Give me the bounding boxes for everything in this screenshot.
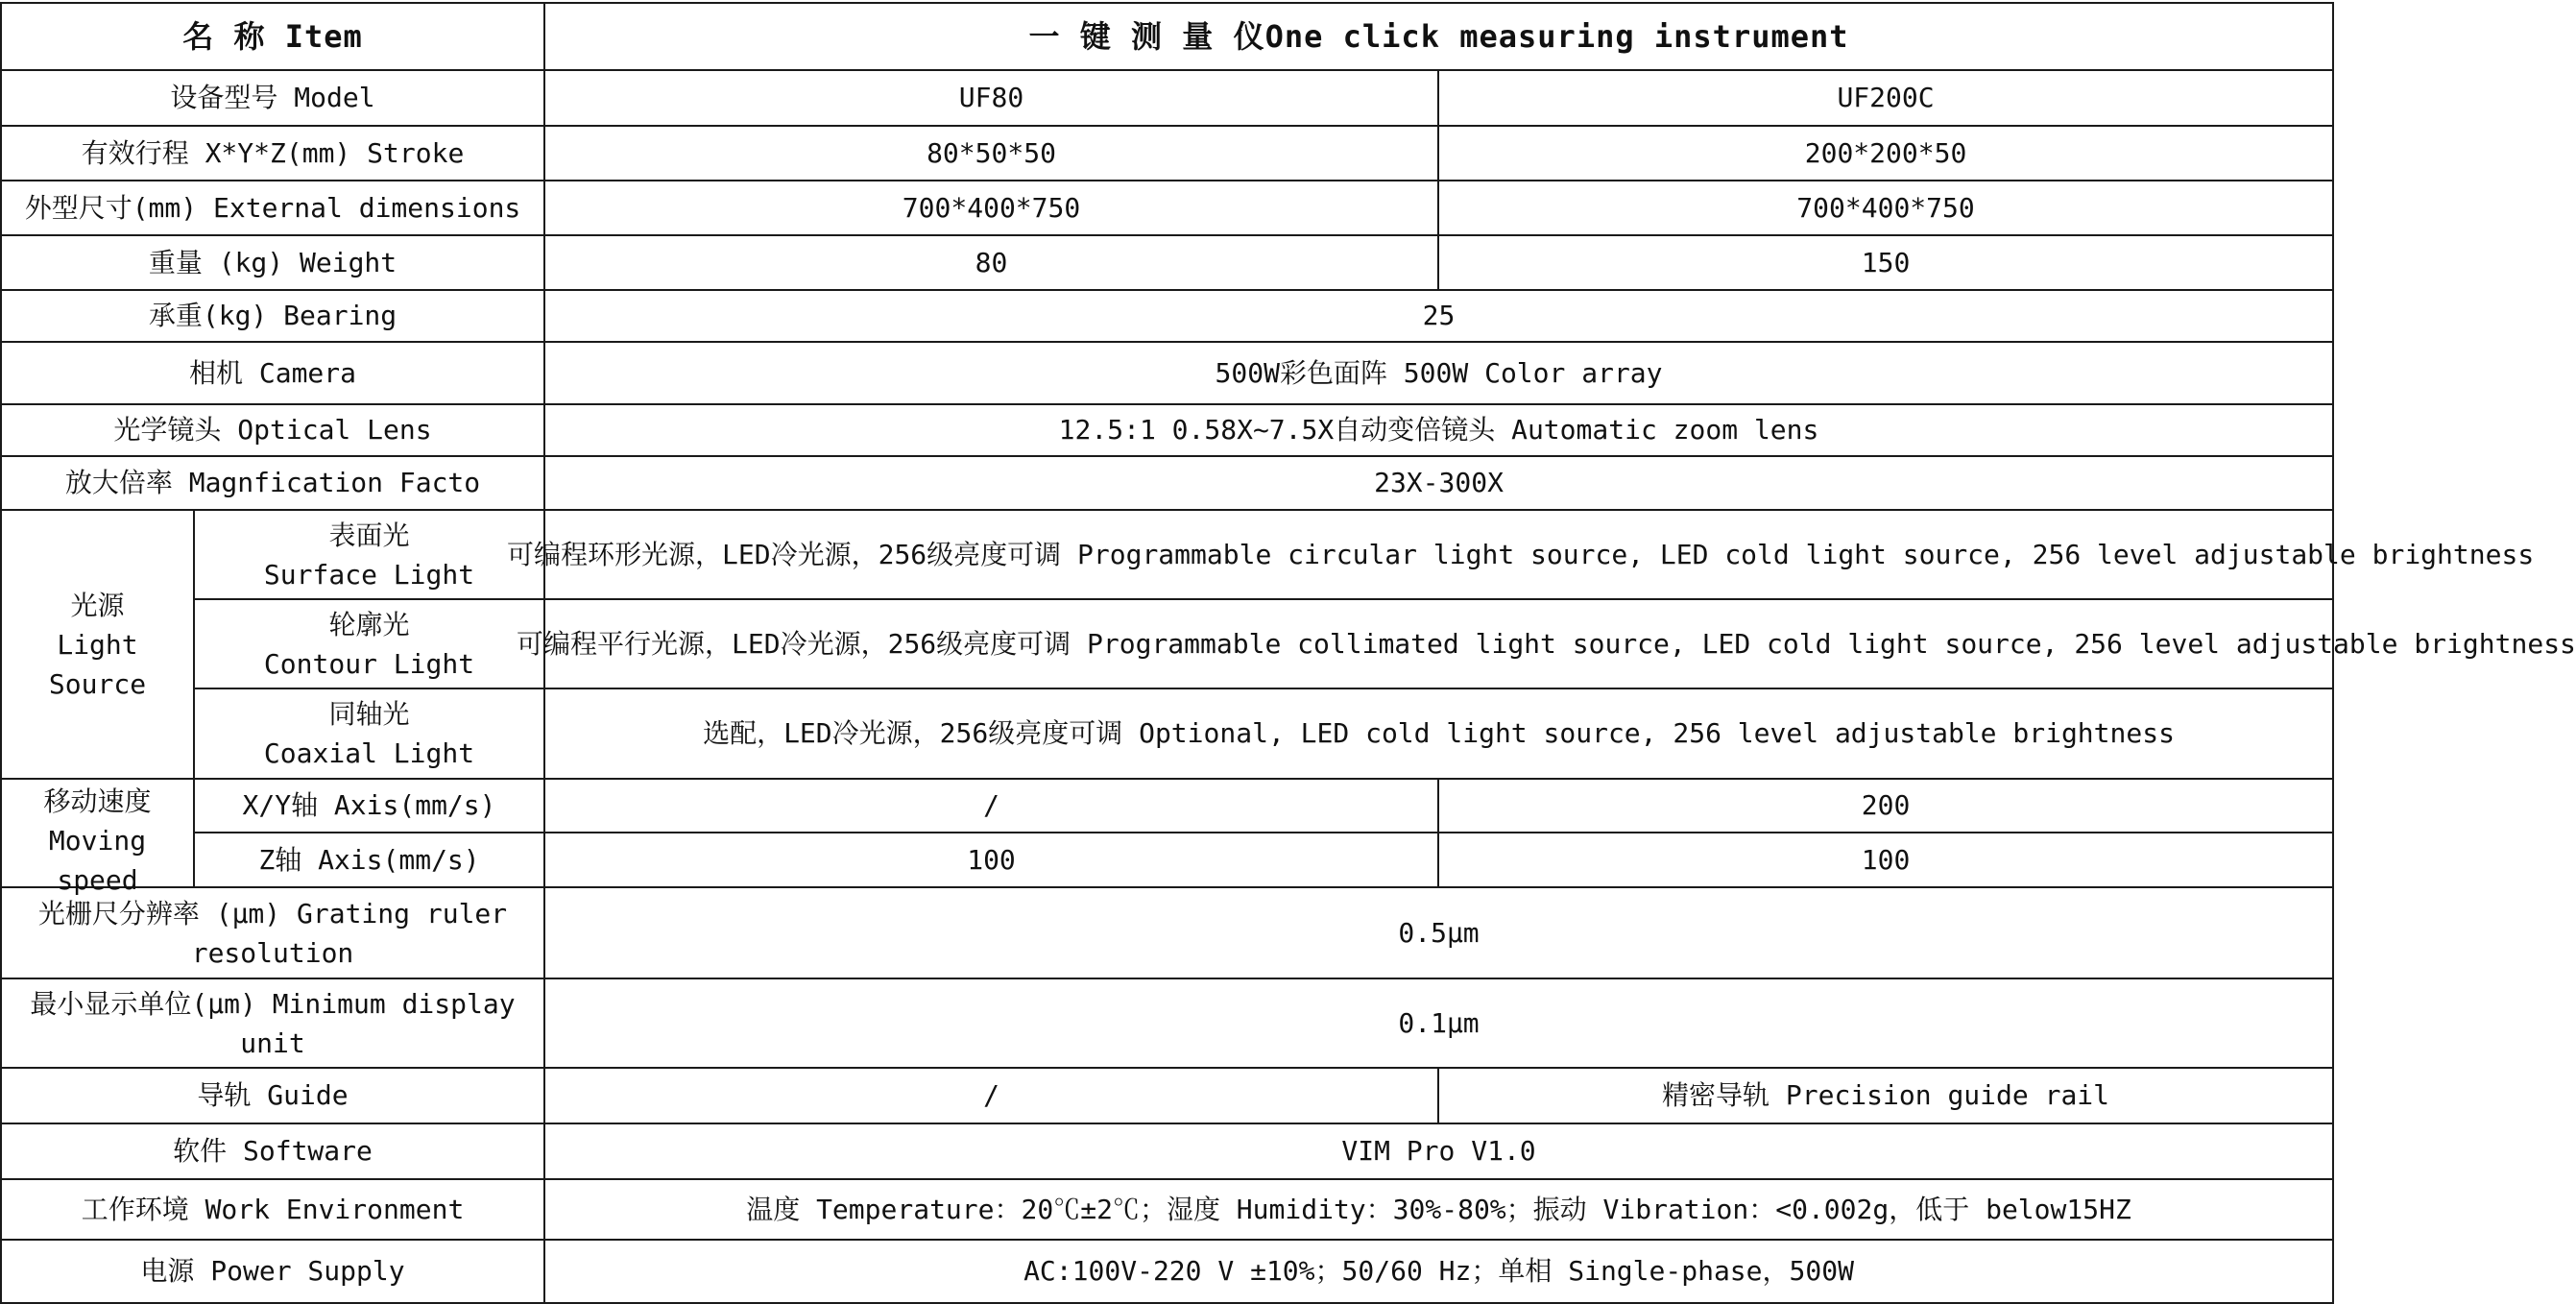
contour-light-label (194, 599, 544, 688)
light-source-cn: 光源 (70, 589, 125, 621)
power-label: 电源 Power Supply (1, 1240, 544, 1303)
xy-axis-label: X/Y轴 Axis(mm/s) (194, 779, 544, 833)
surface-light-cn: 表面光 (328, 519, 410, 551)
surface-light-en: Surface Light (263, 558, 475, 591)
dimensions-uf200c: 700*400*750 (1438, 181, 2333, 235)
table-row (1, 599, 2333, 688)
min-display-label-2: unit (240, 1026, 305, 1059)
z-axis-uf200c: 100 (1438, 833, 2333, 887)
table-row (1, 290, 2333, 342)
moving-speed-en-2: speed (57, 863, 138, 896)
z-axis-label: Z轴 Axis(mm/s) (194, 833, 544, 887)
stroke-uf80: 80*50*50 (544, 126, 1438, 181)
weight-uf200c: 150 (1438, 235, 2333, 290)
coaxial-light-label (194, 688, 544, 779)
dimensions-uf80: 700*400*750 (544, 181, 1438, 235)
spec-table (0, 2, 2576, 1304)
lens-label: 光学镜头 Optical Lens (1, 404, 544, 456)
table-row (1, 404, 2333, 456)
table-row (1, 126, 2333, 181)
table-row (1, 342, 2333, 404)
surface-light-label (194, 510, 544, 599)
xy-axis-uf80: / (544, 779, 1438, 833)
table-row (1, 510, 2333, 599)
guide-label: 导轨 Guide (1, 1068, 544, 1123)
z-axis-uf80: 100 (544, 833, 1438, 887)
table-row (1, 978, 2333, 1068)
weight-label: 重量 (kg) Weight (1, 235, 544, 290)
contour-light-en: Contour Light (263, 647, 475, 680)
table-row (1, 833, 2333, 887)
min-display-label-1: 最小显示单位(μm) Minimum display (30, 987, 516, 1020)
min-display-value: 0.1μm (544, 978, 2333, 1068)
lens-value: 12.5:1 0.58X~7.5X自动变倍镜头 Automatic zoom lens (544, 404, 2333, 456)
grating-label-1: 光栅尺分辨率 (μm) Grating ruler (37, 897, 508, 930)
item-header: 名 称 Item (1, 3, 544, 70)
table-row (1, 688, 2333, 779)
bearing-value: 25 (544, 290, 2333, 342)
camera-value: 500W彩色面阵 500W Color array (544, 342, 2333, 404)
light-source-en-2: Source (48, 667, 147, 700)
coaxial-light-value: 选配，LED冷光源，256级亮度可调 Optional, LED cold light source, 256 level adjustable brightness (544, 688, 2333, 779)
coaxial-light-cn: 同轴光 (328, 698, 410, 730)
software-value: VIM Pro V1.0 (544, 1123, 2333, 1179)
light-source-en-1: Light (57, 628, 138, 661)
weight-uf80: 80 (544, 235, 1438, 290)
surface-light-value-cell (507, 510, 2535, 599)
magnification-label: 放大倍率 Magnfication Facto (1, 456, 544, 510)
header-row (1, 3, 2333, 70)
guide-uf200c: 精密导轨 Precision guide rail (1438, 1068, 2333, 1123)
table-row (1, 1179, 2333, 1240)
contour-light-cn: 轮廓光 (328, 608, 410, 640)
table-row (1, 887, 2333, 978)
min-display-label (1, 978, 544, 1068)
light-source-group (1, 510, 194, 779)
xy-axis-uf200c: 200 (1438, 779, 2333, 833)
camera-label: 相机 Camera (1, 342, 544, 404)
contour-light-value: 可编程平行光源，LED冷光源，256级亮度可调 Programmable collimated light source, LED cold light source, 256 level adjustable brightness (517, 627, 2576, 660)
moving-speed-cn: 移动速度 (43, 785, 152, 817)
grating-label-2: resolution (191, 936, 354, 969)
guide-uf80: / (544, 1068, 1438, 1123)
table-row (1, 456, 2333, 510)
coaxial-light-en: Coaxial Light (263, 737, 475, 769)
environment-label: 工作环境 Work Environment (1, 1179, 544, 1240)
grating-value: 0.5μm (544, 887, 2333, 978)
contour-light-value-cell (517, 599, 2576, 688)
grating-label (1, 887, 544, 978)
bearing-label: 承重(kg) Bearing (1, 290, 544, 342)
table-row (1, 70, 2333, 126)
stroke-label: 有效行程 X*Y*Z(mm) Stroke (1, 126, 544, 181)
environment-value: 温度 Temperature：20℃±2℃；湿度 Humidity：30%-80%；振动 Vibration：<0.002g，低于 below15HZ (544, 1179, 2333, 1240)
surface-light-value: 可编程环形光源，LED冷光源，256级亮度可调 Programmable circular light source, LED cold light source, 256 level adjustable brightness (507, 538, 2535, 570)
table-row (1, 779, 2333, 833)
product-title: 一 键 测 量 仪One click measuring instrument (544, 3, 2333, 70)
table-row (1, 1123, 2333, 1179)
dimensions-label: 外型尺寸(mm) External dimensions (1, 181, 544, 235)
table-row (1, 1068, 2333, 1123)
stroke-uf200c: 200*200*50 (1438, 126, 2333, 181)
moving-speed-group (1, 779, 194, 896)
power-value: AC:100V-220 V ±10%；50/60 Hz；单相 Single-phase，500W (544, 1240, 2333, 1303)
moving-speed-en-1: Moving (48, 824, 147, 857)
model-uf80: UF80 (544, 70, 1438, 126)
model-label: 设备型号 Model (1, 70, 544, 126)
model-uf200c: UF200C (1438, 70, 2333, 126)
software-label: 软件 Software (1, 1123, 544, 1179)
table-row (1, 1240, 2333, 1303)
table-row (1, 181, 2333, 235)
table-row (1, 235, 2333, 290)
magnification-value: 23X-300X (544, 456, 2333, 510)
